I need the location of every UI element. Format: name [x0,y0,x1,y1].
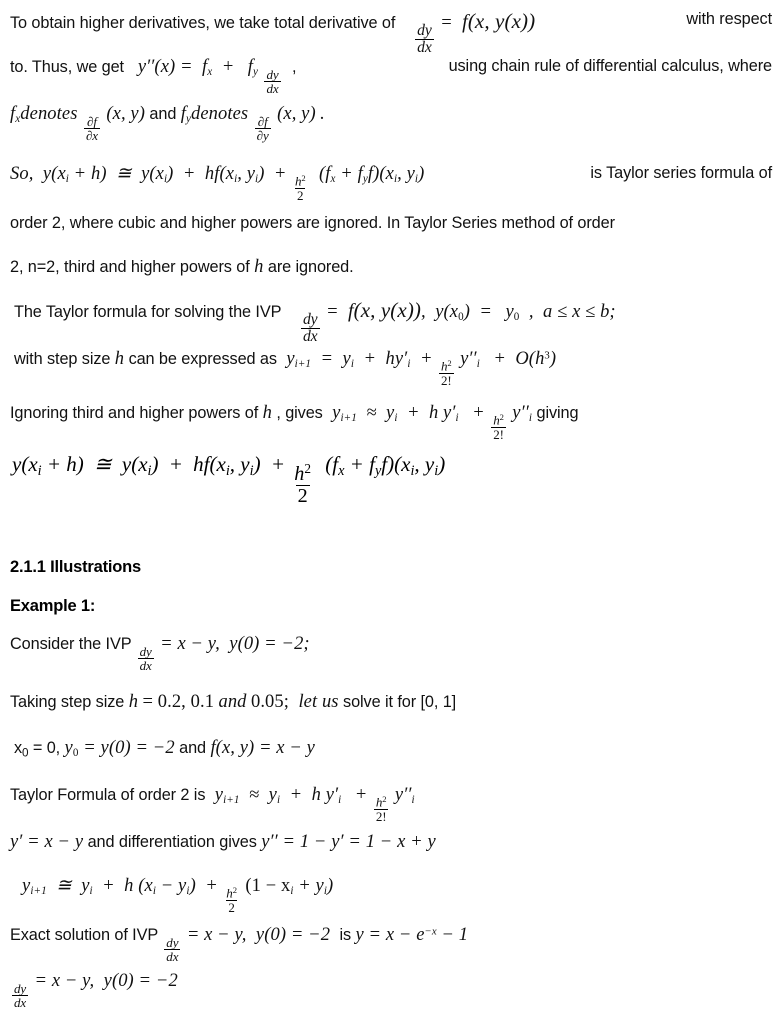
p2-l3-h: h [254,257,264,277]
example-heading: Example 1: [10,597,96,615]
paragraph-2-line-1: So, $y(x_i + h)$ ≅ $y(x_i) + hf(x_i$, $y_i$) + $\frac{h^2}{2}$ $(f_x + f_yf)(x_i$, $y_i$) is Taylor series formula of [10,164,772,204]
p1-l3-period: . [320,104,325,124]
example-line-taylor-formula: Taylor Formula of order 2 is $y_{i+1} \approx y_i + h$ $y'_i$ + $\frac{h^2}{2!}$ $y''_i$ [10,785,415,825]
example-line-ode-restated: $\frac{dy}{dx}$ = x − y, y(0) = −2 [14,971,178,1011]
p1-l1-text-a: To obtain higher derivatives, we take total derivative of [10,14,396,32]
p1-l2-y-double-prime: y′′(x) = [137,57,193,77]
paragraph-3-line-1: The Taylor formula for solving the IVP $\frac{dy}{dx}$ = f(x, y(x)), y(x0) = y0 , a ≤ x ≤ b; [14,298,616,345]
p1-l1-text-b: with respect [686,10,772,28]
p2-l1-cong: ≅ [116,164,132,184]
fraction-h-squared-over-2-recurrence: $\frac{h^2}{2}$ [226,885,237,916]
example-y-double-prime: y′′ = 1 − y′ = 1 − x + y [261,832,436,852]
fraction-partial-f-partial-y: $\frac{\partial f}{\partial y}$ [256,113,269,144]
p1-l3-denotes: denotes [20,104,78,124]
example-y0: y [64,738,73,758]
p1-l1-equals: = [440,13,453,33]
p1-l2-fx: f [202,57,208,77]
p2-l1-so: So, [10,164,34,184]
p3-l2-lhs: y [286,349,295,369]
example-exact-solution-formula: y = x − e [355,925,425,945]
example-and-italic: and [218,692,247,712]
fraction-dy-dx-example: $\frac{dy}{dx}$ [139,643,152,674]
p2-l1-term-2: hf(x [204,164,235,184]
example-line-step-size: Taking step size h = 0.2, 0.1 and 0.05; let us solve it for [0, 1] [10,692,457,712]
example-line-exact-solution: Exact solution of IVP $\frac{dy}{dx}$ = x − y, y(0) = −2 is $y = x - e^{-x} - 1$ [10,925,469,965]
fraction-dy-dx: $\frac{dy}{dx}$ [417,21,432,56]
p1-l2-fy-sub: y [253,66,259,79]
paragraph-2-line-3: 2, n=2, third and higher powers of h are ignored. [10,257,354,277]
p1-l3-fy: f [180,104,186,124]
example-let-us-italic: let us [298,692,339,712]
example-line-initial-values: $x_0 = 0$, y0 = y(0) = −2 and f(x, y) = x − y [14,738,315,760]
fraction-dy-dx-3: $\frac{dy}{dx}$ [302,310,318,345]
p1-l2-text-b: using chain rule of differential calculus, where [448,57,772,75]
p1-l2-plus: + [221,57,235,77]
p1-l1-function-f: f [462,11,468,33]
p1-l3-fx: f [10,104,16,124]
paragraph-1-line-3 [10,105,325,142]
example-line-consider-ivp: Consider the IVP $\frac{dy}{dx}$ = x − y, y(0) = −2; [10,634,310,674]
fraction-dy-dx-exact: $\frac{dy}{dx}$ [166,934,179,965]
example-f-definition: f(x, y) = x − y [210,738,315,758]
p1-l3-args-2: (x, y) [277,104,316,124]
p2-l1-term-1: y(x [141,164,164,184]
paragraph-1-line-2 [10,58,772,95]
example-line-derivatives: y′ = x − y and differentiation gives y′′ = 1 − y′ = 1 − x + y [10,832,436,852]
paragraph-1-line-1 [10,11,772,56]
fraction-h-squared-over-2: $\frac{h^2}{2}$ [294,173,306,204]
p3-l1-range: a ≤ x ≤ b; [543,302,616,322]
p3-l1-text-a: The Taylor formula for solving the IVP [14,303,282,321]
fraction-dy-dx-2: $\frac{dy}{dx}$ [266,66,279,97]
paragraph-2-line-2: order 2, where cubic and higher powers are ignored. In Taylor Series method of order [10,214,615,232]
p2-l1-lhs: y(x [42,164,66,184]
p1-l3-fy-sub: y [185,113,192,126]
fraction-h-squared-over-2-factorial-3: $\frac{h^2}{2!}$ [375,794,387,825]
display-equation-taylor-order-2: $y(x_i + h)$ ≅ $y(x_i) + hf(x_i$, $y_i$) + $\frac{h^2}{2}$ $(f_x + f_yf)(x_i$, $y_i$) [12,452,446,507]
section-heading-2-1-1: 2.1.1 Illustrations [10,558,141,576]
p2-l1-tail: is Taylor series formula of [590,164,772,182]
paragraph-3-line-3: Ignoring third and higher powers of h , gives $y_{i+1} \approx y_i + h$ $y'_i$ + $\frac{h^2}{2!}$ $y''_i$ giving [10,403,579,443]
example-initial-condition: y(0) = −2; [229,634,310,654]
p1-l3-and: and [149,105,177,123]
p1-l2-fy: f [247,57,254,77]
example-y-prime: y′ = x − y [10,832,84,852]
p1-l2-text-a: to. Thus, we get [10,58,124,76]
p1-l1-function-args: (x, y(x)) [467,9,536,33]
fraction-h-squared-over-2-factorial: $\frac{h^2}{2!}$ [440,358,452,389]
p3-l1-initial-condition: y(x [435,302,459,322]
p1-l3-args: (x, y) [106,104,145,124]
fraction-h-squared-over-2-display: $\frac{h^2}{2}$ [294,461,311,507]
example-line-recurrence: $y_{i+1}$ ≅ $y_i + h$ $(x_i - y_i)$ + $\frac{h^2}{2}$ $(1 - x_i + y_i)$ [22,876,334,916]
p1-l3-fx-sub: x [15,113,21,126]
fraction-h-squared-over-2-factorial-2: $\frac{h^2}{2!}$ [493,412,504,443]
p1-l2-fx-sub: x [207,66,213,79]
p2-l1-term-3: (f [319,164,331,184]
p1-l3-denotes-2: denotes [191,104,249,124]
example-x0: x [14,739,23,757]
paragraph-3-line-2: with step size h can be expressed as $y_{i+1} = y_i + hy'_i$ + $\frac{h^2}{2!}$ $y''_i + O(h^3)$ [14,349,557,389]
p3-l2-big-o: O(h [515,349,545,369]
p1-l2-comma: , [292,58,297,76]
fraction-partial-f-partial-x: $\frac{\partial f}{\partial x}$ [85,113,98,144]
fraction-dy-dx-restated: $\frac{dy}{dx}$ [14,980,27,1011]
